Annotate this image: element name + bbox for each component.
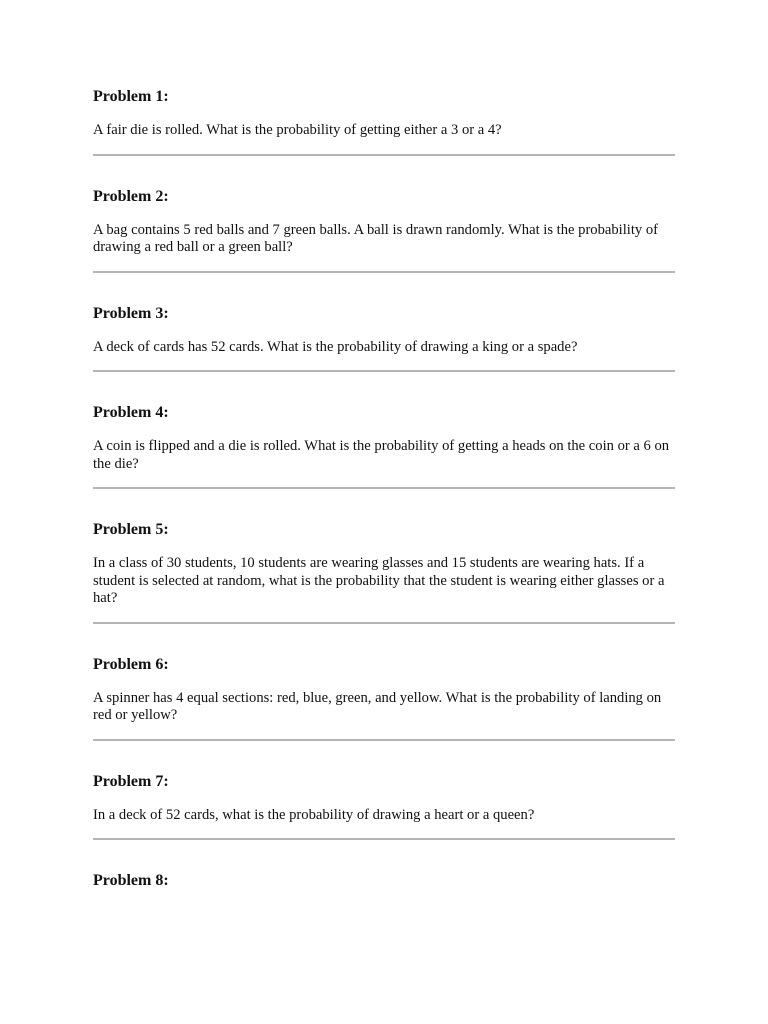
problem-6 [93,654,675,741]
problem-text: A deck of cards has 52 cards. What is the probability of drawing a king or a spade? [93,338,578,355]
problem-2 [93,186,675,273]
problem-title: Problem 8: [93,872,169,889]
worksheet [93,86,675,906]
problem-text: In a deck of 52 cards, what is the probability of drawing a heart or a queen? [93,806,535,823]
divider [93,838,675,840]
problem-1 [93,86,675,156]
problem-title: Problem 6: [93,655,169,673]
divider [93,739,675,741]
divider [93,487,675,489]
problem-title: Problem 3: [93,304,169,322]
divider [93,154,675,156]
problem-title: Problem 4: [93,404,169,421]
problem-title: Problem 1: [93,88,169,105]
problem-3 [93,303,675,373]
problem-text: A bag contains 5 red balls and 7 green balls. A ball is drawn randomly. What is the probability of drawing a red ball or a green ball? [93,221,658,255]
problem-text: In a class of 30 students, 10 students are wearing glasses and 15 students are wearing hats. If a student is selected at random, what is the probability that the student is wearing either glasses or a hat? [93,555,665,606]
problem-title: Problem 5: [93,521,169,538]
problem-text: A spinner has 4 equal sections: red, blue, green, and yellow. What is the probability of landing on red or yellow? [93,689,662,723]
divider [93,622,675,624]
problem-8 [93,870,675,892]
divider [93,271,675,273]
problem-text: A coin is flipped and a die is rolled. What is the probability of getting a heads on the coin or a 6 on the die? [93,438,670,472]
problem-text: A fair die is rolled. What is the probability of getting either a 3 or a 4? [93,122,502,138]
problem-7 [93,771,675,841]
problem-title: Problem 7: [93,772,169,790]
divider [93,370,675,372]
problem-5 [93,519,675,624]
problem-4 [93,402,675,489]
problem-title: Problem 2: [93,187,169,205]
